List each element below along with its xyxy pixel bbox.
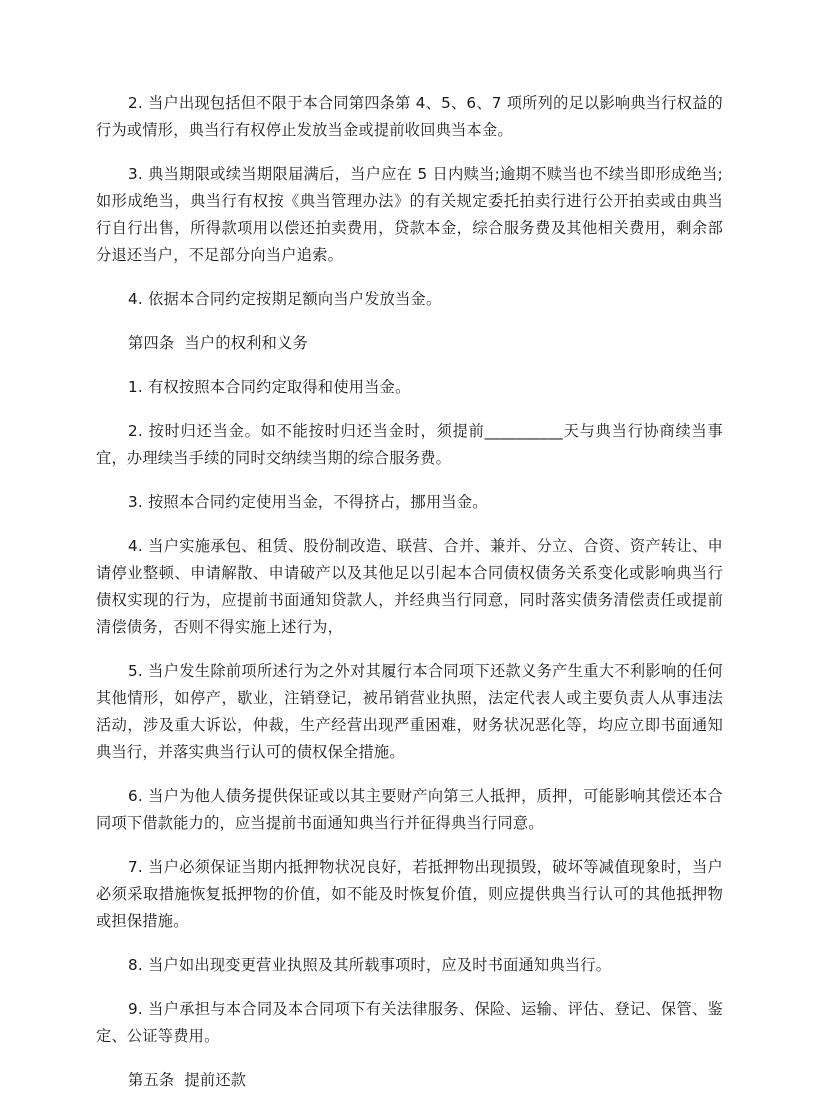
section-heading: 第四条 当户的权利和义务 — [128, 334, 308, 352]
clause-paragraph: 2. 当户出现包括但不限于本合同第四条第 4、5、6、7 项所列的足以影响典当行权益的行为或情形，典当行有权停止发放当金或提前收回典当本金。 — [96, 94, 723, 139]
clause-paragraph: 6. 当户为他人债务提供保证或以其主要财产向第三人抵押，质押，可能影响其偿还本合同项下借款能力的，应当提前书面通知典当行并征得典当行同意。 — [96, 787, 723, 832]
clause-paragraph: 4. 当户实施承包、租赁、股份制改造、联营、合并、兼并、分立、合资、资产转让、申请停业整顿、申请解散、申请破产以及其他足以引起本合同债权债务关系变化或影响典当行债权实现的行为，应提前书面通知贷款人，并经典当行同意，同时落实债务清偿责任或提前清偿债务，否则不得实施上述行为， — [96, 537, 723, 636]
clause-paragraph: 2. 按时归还当金。如不能按时归还当金时，须提前__________天与典当行协商续当事宜，办理续当手续的同时交纳续当期的综合服务费。 — [96, 422, 723, 467]
clause-paragraph: 9. 当户承担与本合同及本合同项下有关法律服务、保险、运输、评估、登记、保管、鉴定、公证等费用。 — [96, 1000, 723, 1045]
clause-paragraph: 5. 当户发生除前项所述行为之外对其履行本合同项下还款义务产生重大不利影响的任何其他情形，如停产，歇业，注销登记，被吊销营业执照，法定代表人或主要负责人从事违法活动，涉及重大诉讼，仲裁，生产经营出现严重困难，财务状况恶化等，均应立即书面通知典当行，并落实典当行认可的债权保全措施。 — [96, 662, 723, 761]
document-page — [96, 90, 723, 1111]
clause-paragraph: 3. 典当期限或续当期限届满后，当户应在 5 日内赎当;逾期不赎当也不续当即形成绝当;如形成绝当，典当行有权按《典当管理办法》的有关规定委托拍卖行进行公开拍卖或由典当行自行出售，所得款项用以偿还拍卖费用，贷款本金，综合服务费及其他相关费用，剩余部分退还当户，不足部分向当户追索。 — [96, 165, 723, 264]
clause-paragraph: 1. 有权按照本合同约定取得和使用当金。 — [128, 378, 411, 396]
section-heading: 第五条 提前还款 — [128, 1071, 247, 1089]
clause-paragraph: 4. 依据本合同约定按期足额向当户发放当金。 — [128, 290, 442, 308]
clause-paragraph: 8. 当户如出现变更营业执照及其所载事项时，应及时书面通知典当行。 — [128, 956, 612, 974]
clause-paragraph: 3. 按照本合同约定使用当金，不得挤占，挪用当金。 — [128, 493, 488, 511]
clause-paragraph: 7. 当户必须保证当期内抵押物状况良好，若抵押物出现损毁，破坏等减值现象时，当户必须采取措施恢复抵押物的价值，如不能及时恢复价值，则应提供典当行认可的其他抵押物或担保措施。 — [96, 858, 723, 930]
